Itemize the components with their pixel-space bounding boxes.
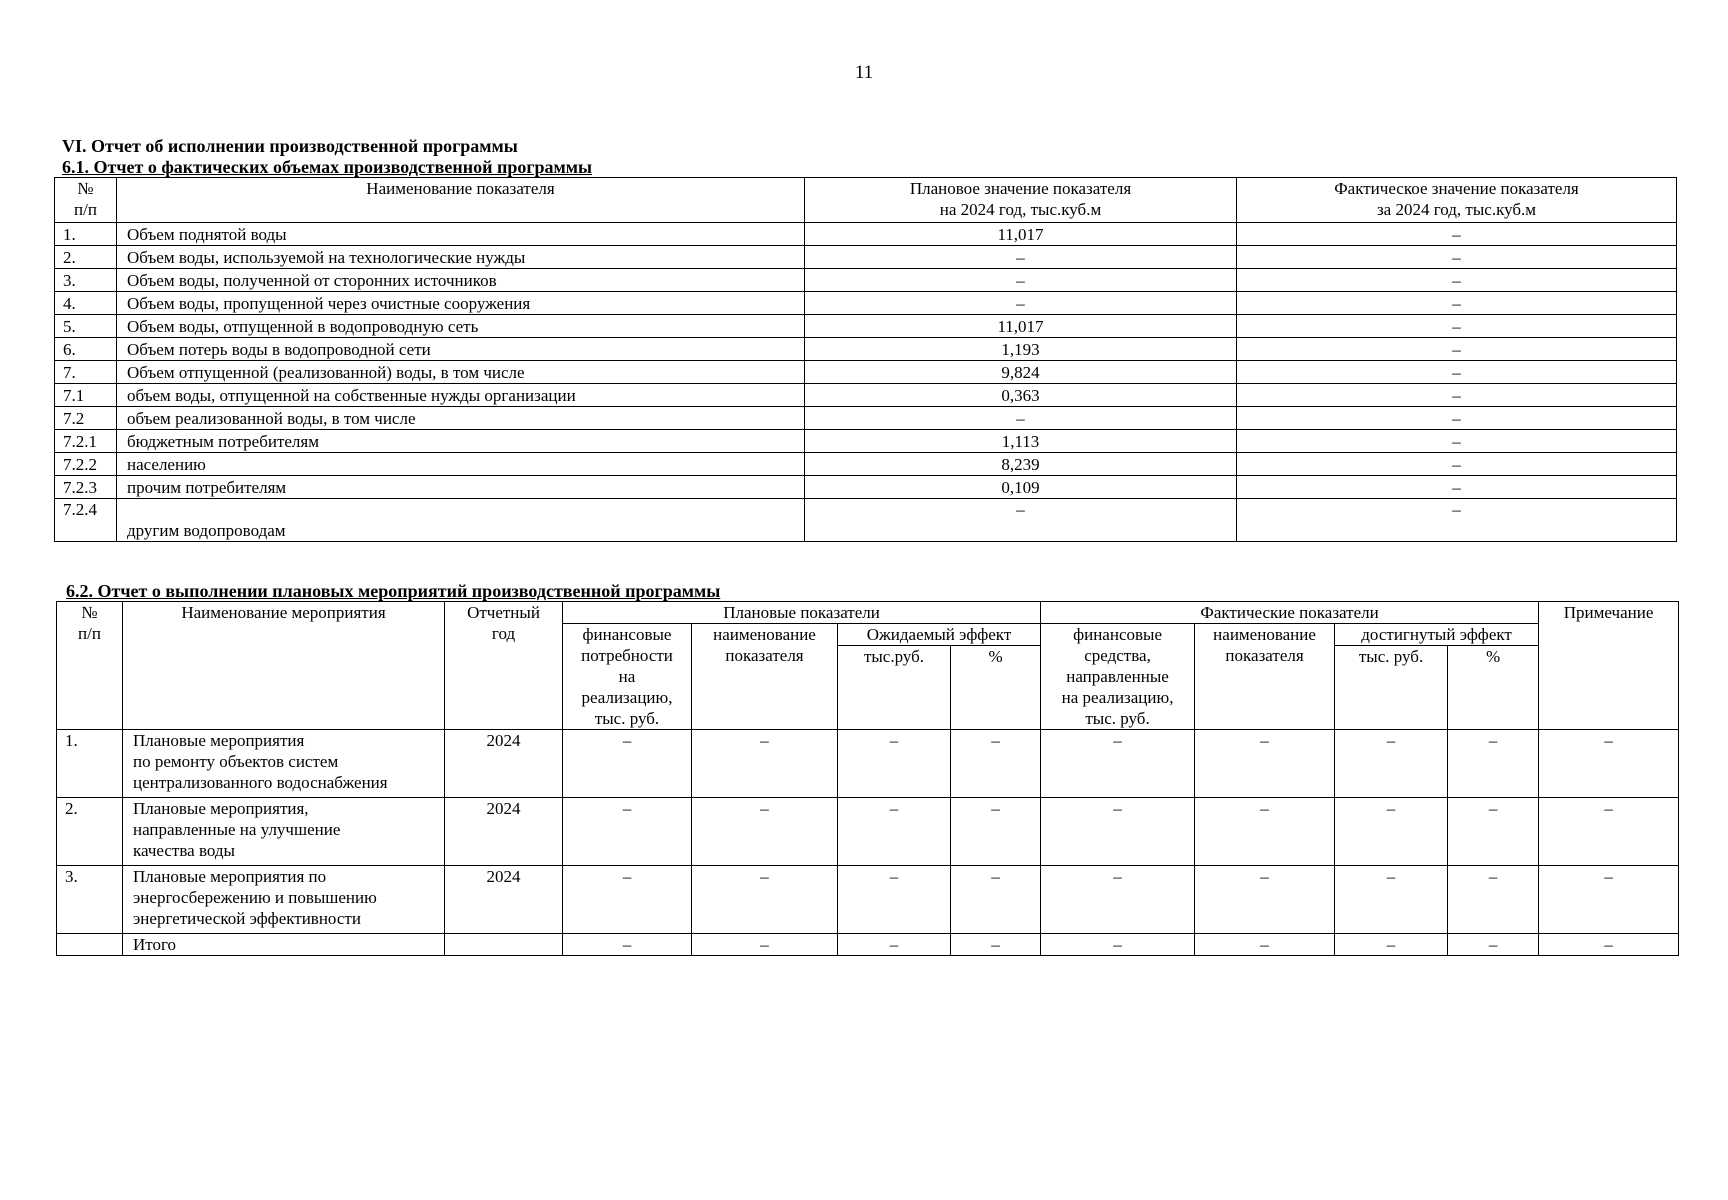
expected-rub: – xyxy=(838,934,951,956)
row-num: 3. xyxy=(55,269,117,292)
header-expected-rub: тыс.руб. xyxy=(838,646,951,730)
table-row xyxy=(55,246,1677,269)
header-fact-indicator: наименование показателя xyxy=(1195,624,1335,730)
table-row xyxy=(57,866,1679,934)
fact-value: – xyxy=(1237,269,1677,292)
fact-value: – xyxy=(1237,223,1677,246)
table-row xyxy=(57,730,1679,798)
expected-pct: – xyxy=(951,730,1041,798)
expected-pct: – xyxy=(951,798,1041,866)
plan-finance: – xyxy=(563,730,692,798)
plan-value: 9,824 xyxy=(805,361,1237,384)
indicator-name: Объем воды, используемой на технологические нужды xyxy=(117,246,805,269)
indicator-name: Объем воды, пропущенной через очистные сооружения xyxy=(117,292,805,315)
row-num: 7.1 xyxy=(55,384,117,407)
indicator-name: Объем потерь воды в водопроводной сети xyxy=(117,338,805,361)
note: – xyxy=(1539,798,1679,866)
expected-pct: – xyxy=(951,934,1041,956)
note: – xyxy=(1539,730,1679,798)
plan-value: 11,017 xyxy=(805,223,1237,246)
indicator-name: Объем воды, отпущенной в водопроводную сеть xyxy=(117,315,805,338)
table-row xyxy=(55,338,1677,361)
plan-value: – xyxy=(805,499,1237,542)
plan-value: 11,017 xyxy=(805,315,1237,338)
fact-value: – xyxy=(1237,384,1677,407)
plan-finance: – xyxy=(563,866,692,934)
table-row xyxy=(55,430,1677,453)
table-row xyxy=(55,384,1677,407)
indicator-name: Объем воды, полученной от сторонних источников xyxy=(117,269,805,292)
fact-value: – xyxy=(1237,246,1677,269)
plan-indicator: – xyxy=(692,866,838,934)
expected-rub: – xyxy=(838,798,951,866)
row-num: 5. xyxy=(55,315,117,338)
plan-value: – xyxy=(805,269,1237,292)
header-achieved-pct: % xyxy=(1448,646,1539,730)
header-num: № п/п xyxy=(57,602,123,730)
table-row xyxy=(55,476,1677,499)
header-num: № п/п xyxy=(55,178,117,223)
row-num: 3. xyxy=(57,866,123,934)
table-row xyxy=(57,798,1679,866)
plan-finance: – xyxy=(563,798,692,866)
table-row xyxy=(55,223,1677,246)
header-plan-value: Плановое значение показателя на 2024 год, тыс.куб.м xyxy=(805,178,1237,223)
achieved-pct: – xyxy=(1448,934,1539,956)
report-year: 2024 xyxy=(445,866,563,934)
fact-value: – xyxy=(1237,338,1677,361)
section-title: VI. Отчет об исполнении производственной программы xyxy=(62,136,518,156)
header-achieved-rub: тыс. руб. xyxy=(1335,646,1448,730)
row-num: 6. xyxy=(55,338,117,361)
header-fact-value: Фактическое значение показателя за 2024 год, тыс.куб.м xyxy=(1237,178,1677,223)
header-report-year: Отчетный год xyxy=(445,602,563,730)
achieved-rub: – xyxy=(1335,798,1448,866)
achieved-rub: – xyxy=(1335,866,1448,934)
fact-indicator: – xyxy=(1195,866,1335,934)
indicator-name: Объем отпущенной (реализованной) воды, в том числе xyxy=(117,361,805,384)
header-achieved-effect: достигнутый эффект xyxy=(1335,624,1539,646)
plan-value: – xyxy=(805,246,1237,269)
expected-rub: – xyxy=(838,730,951,798)
header-fact-finance: финансовые средства, направленные на реализацию, тыс. руб. xyxy=(1041,624,1195,730)
table-header-row xyxy=(57,602,1679,624)
indicator-name: объем реализованной воды, в том числе xyxy=(117,407,805,430)
plan-value: 0,363 xyxy=(805,384,1237,407)
indicator-name: бюджетным потребителям xyxy=(117,430,805,453)
report-year: 2024 xyxy=(445,730,563,798)
plan-value: – xyxy=(805,407,1237,430)
report-year xyxy=(445,934,563,956)
table-row xyxy=(55,453,1677,476)
note: – xyxy=(1539,866,1679,934)
note: – xyxy=(1539,934,1679,956)
fact-value: – xyxy=(1237,361,1677,384)
header-plan-indicator: наименование показателя xyxy=(692,624,838,730)
expected-rub: – xyxy=(838,866,951,934)
achieved-pct: – xyxy=(1448,730,1539,798)
table-row xyxy=(55,315,1677,338)
achieved-rub: – xyxy=(1335,730,1448,798)
header-plan-finance: финансовые потребности на реализацию, тыс. руб. xyxy=(563,624,692,730)
row-num: 2. xyxy=(57,798,123,866)
header-expected-pct: % xyxy=(951,646,1041,730)
row-num: 7.2.1 xyxy=(55,430,117,453)
report-headings xyxy=(62,136,592,178)
fact-finance: – xyxy=(1041,934,1195,956)
table-row xyxy=(55,269,1677,292)
plan-indicator: – xyxy=(692,934,838,956)
expected-pct: – xyxy=(951,866,1041,934)
table-row xyxy=(55,361,1677,384)
table-row xyxy=(55,499,1677,542)
measure-name: Плановые мероприятия по энергосбережению и повышению энергетической эффективности xyxy=(123,866,445,934)
row-num: 7.2 xyxy=(55,407,117,430)
fact-value: – xyxy=(1237,453,1677,476)
plan-finance: – xyxy=(563,934,692,956)
measure-name: Плановые мероприятия, направленные на улучшение качества воды xyxy=(123,798,445,866)
measure-name: Плановые мероприятия по ремонту объектов систем централизованного водоснабжения xyxy=(123,730,445,798)
fact-finance: – xyxy=(1041,798,1195,866)
header-fact-group: Фактические показатели xyxy=(1041,602,1539,624)
table-row xyxy=(55,292,1677,315)
table-header-row xyxy=(55,178,1677,223)
plan-value: 8,239 xyxy=(805,453,1237,476)
header-expected-effect: Ожидаемый эффект xyxy=(838,624,1041,646)
plan-indicator: – xyxy=(692,798,838,866)
row-num: 7.2.3 xyxy=(55,476,117,499)
row-num xyxy=(57,934,123,956)
volumes-table xyxy=(54,177,1677,542)
indicator-name: населению xyxy=(117,453,805,476)
row-num: 7.2.4 xyxy=(55,499,117,542)
fact-finance: – xyxy=(1041,866,1195,934)
fact-value: – xyxy=(1237,315,1677,338)
plan-value: 0,109 xyxy=(805,476,1237,499)
fact-value: – xyxy=(1237,292,1677,315)
fact-value: – xyxy=(1237,499,1677,542)
measures-table xyxy=(56,601,1679,956)
measure-name: Итого xyxy=(123,934,445,956)
table2-title: 6.2. Отчет о выполнении плановых мероприятий производственной программы xyxy=(66,581,721,601)
achieved-rub: – xyxy=(1335,934,1448,956)
plan-value: 1,113 xyxy=(805,430,1237,453)
achieved-pct: – xyxy=(1448,866,1539,934)
row-num: 7.2.2 xyxy=(55,453,117,476)
row-num: 1. xyxy=(57,730,123,798)
indicator-name: другим водопроводам xyxy=(117,499,805,542)
header-plan-group: Плановые показатели xyxy=(563,602,1041,624)
fact-finance: – xyxy=(1041,730,1195,798)
row-num: 4. xyxy=(55,292,117,315)
plan-value: 1,193 xyxy=(805,338,1237,361)
plan-indicator: – xyxy=(692,730,838,798)
row-num: 2. xyxy=(55,246,117,269)
fact-indicator: – xyxy=(1195,730,1335,798)
fact-value: – xyxy=(1237,476,1677,499)
fact-indicator: – xyxy=(1195,798,1335,866)
header-measure-name: Наименование мероприятия xyxy=(123,602,445,730)
row-num: 1. xyxy=(55,223,117,246)
total-row xyxy=(57,934,1679,956)
fact-value: – xyxy=(1237,430,1677,453)
fact-value: – xyxy=(1237,407,1677,430)
header-indicator-name: Наименование показателя xyxy=(117,178,805,223)
row-num: 7. xyxy=(55,361,117,384)
indicator-name: Объем поднятой воды xyxy=(117,223,805,246)
table-row xyxy=(55,407,1677,430)
report-year: 2024 xyxy=(445,798,563,866)
achieved-pct: – xyxy=(1448,798,1539,866)
page-number: 11 xyxy=(854,62,874,83)
plan-value: – xyxy=(805,292,1237,315)
header-note: Примечание xyxy=(1539,602,1679,730)
fact-indicator: – xyxy=(1195,934,1335,956)
table1-title: 6.1. Отчет о фактических объемах производственной программы xyxy=(62,157,593,177)
indicator-name: объем воды, отпущенной на собственные нужды организации xyxy=(117,384,805,407)
indicator-name: прочим потребителям xyxy=(117,476,805,499)
